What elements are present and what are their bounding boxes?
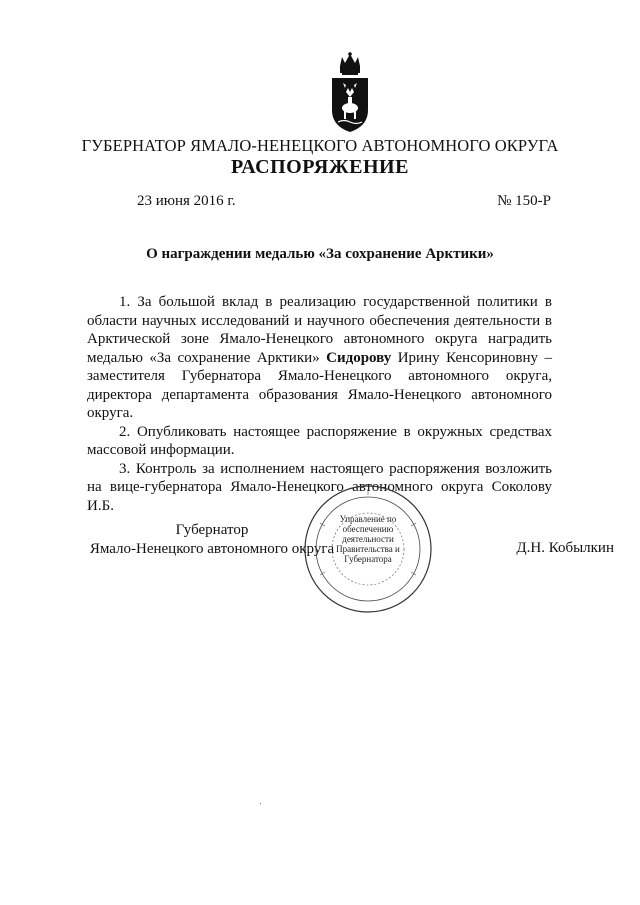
paragraph-1 xyxy=(87,293,552,423)
coat-of-arms-icon xyxy=(328,52,372,136)
document-body xyxy=(87,293,552,515)
paragraph-2: 2. Опубликовать настоящее распоряжение в окружных средствах массовой информации. xyxy=(87,423,552,458)
signatory-position-line1: Губернатор xyxy=(175,522,249,538)
seal-center-text: Управление по обеспечению деятельности Правительства и Губернатора xyxy=(336,514,400,564)
scan-speck xyxy=(260,803,261,804)
document-subject: О награждении медалью «За сохранение Арктики» xyxy=(146,246,494,262)
issuing-authority: ГУБЕРНАТОР ЯМАЛО-НЕНЕЦКОГО АВТОНОМНОГО ОКРУГА xyxy=(81,136,559,155)
document-date: 23 июня 2016 г. xyxy=(137,193,236,209)
document-number: № 150-Р xyxy=(497,193,551,209)
signatory-name: Д.Н. Кобылкин xyxy=(516,540,614,556)
signatory-position xyxy=(87,521,337,559)
signatory-position-line2: Ямало-Ненецкого автономного округа xyxy=(89,541,335,557)
awardee-surname: Сидорову xyxy=(326,349,392,366)
paragraph-1-start: 1. За большой вклад в реализацию государственной политики в области научных исследований и научного обеспечения деятельности в Арктической зоне Ямало-Ненецкого автономного округа наградить медалью «За сохранение Арктики» xyxy=(87,294,552,366)
document-type-title: РАСПОРЯЖЕНИЕ xyxy=(231,156,409,178)
paragraph-3: 3. Контроль за исполнением настоящего распоряжения возложить на вице-губернатора Ямало-Ненецкого автономного округа Соколову И.Б. xyxy=(87,460,552,514)
paragraph-1-end: Ирину Кенсориновну – заместителя Губернатора Ямало-Ненецкого автономного округа, директора департамента образования Ямало-Ненецкого автономного округа. xyxy=(87,349,552,421)
